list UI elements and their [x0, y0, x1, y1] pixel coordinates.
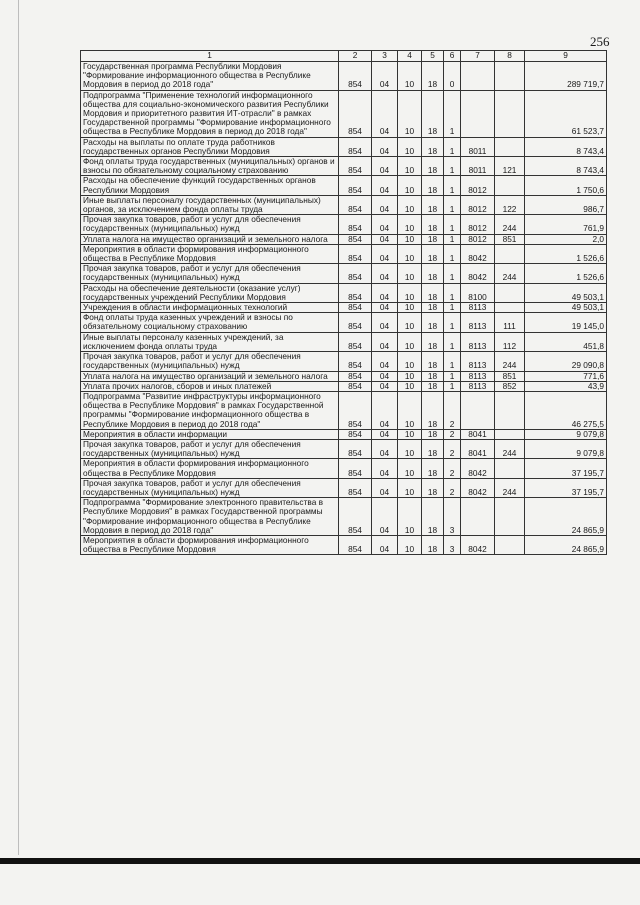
col2-cell: 854 — [339, 137, 372, 156]
col5-cell: 18 — [422, 381, 444, 391]
col7-cell — [461, 391, 495, 429]
row-name-cell: Подпрограмма "Развитие инфраструктуры информационного общества в Республике Мордовия" в рамках Государственной программы "Формирование информационного общества в Республике Мордовия в период до 2018 года" — [81, 391, 339, 429]
row-name-cell: Прочая закупка товаров, работ и услуг для обеспечения государственных (муниципальных) нужд — [81, 439, 339, 458]
col5-cell: 18 — [422, 176, 444, 195]
col2-cell: 854 — [339, 371, 372, 381]
col5-cell: 18 — [422, 283, 444, 302]
row-amount-cell: 29 090,8 — [525, 352, 607, 371]
col6-cell: 1 — [444, 195, 461, 214]
col6-cell: 2 — [444, 439, 461, 458]
col6-cell: 1 — [444, 90, 461, 137]
col2-cell: 854 — [339, 264, 372, 283]
col8-cell: 244 — [495, 352, 525, 371]
col7-cell: 8011 — [461, 157, 495, 176]
row-name-cell: Иные выплаты персоналу государственных (муниципальных) органов, за исключением фонда оплаты труда — [81, 195, 339, 214]
col8-cell — [495, 535, 525, 554]
col2-cell: 854 — [339, 391, 372, 429]
table-row — [81, 176, 607, 195]
table-row — [81, 498, 607, 536]
table-header-row — [81, 51, 607, 62]
table-body — [81, 62, 607, 555]
row-name-cell: Государственная программа Республики Мордовия "Формирование информационного общества в Республике Мордовия в период до 2018 года" — [81, 62, 339, 91]
col2-cell: 854 — [339, 62, 372, 91]
col6-cell: 1 — [444, 371, 461, 381]
col5-cell: 18 — [422, 332, 444, 351]
row-name-cell: Подпрограмма "Применение технологий информационного общества для социально-экономического развития Республики Мордовия и приоритетного развития ИТ-отрасли" в рамках Государственной программы "Формирование информационного общества в Республике Мордовия в период до 2018 года" — [81, 90, 339, 137]
col4-cell: 10 — [398, 62, 422, 91]
col3-cell: 04 — [372, 62, 398, 91]
col6-cell: 1 — [444, 264, 461, 283]
col6-cell: 2 — [444, 478, 461, 497]
col2-cell: 854 — [339, 459, 372, 478]
row-amount-cell: 289 719,7 — [525, 62, 607, 91]
col4-cell: 10 — [398, 195, 422, 214]
col8-cell — [495, 244, 525, 263]
table-row — [81, 244, 607, 263]
row-name-cell: Мероприятия в области формирования информационного общества в Республике Мордовия — [81, 535, 339, 554]
col4-cell: 10 — [398, 371, 422, 381]
col5-cell: 18 — [422, 215, 444, 234]
col5-cell: 18 — [422, 303, 444, 313]
row-amount-cell: 9 079,8 — [525, 439, 607, 458]
header-cell-col6: 6 — [444, 51, 461, 62]
col3-cell: 04 — [372, 391, 398, 429]
col8-cell: 111 — [495, 313, 525, 332]
col6-cell: 1 — [444, 303, 461, 313]
col2-cell: 854 — [339, 535, 372, 554]
col3-cell: 04 — [372, 283, 398, 302]
row-name-cell: Расходы на обеспечение деятельности (оказание услуг) государственных учреждений Республики Мордовия — [81, 283, 339, 302]
col3-cell: 04 — [372, 176, 398, 195]
col4-cell: 10 — [398, 283, 422, 302]
col7-cell: 8100 — [461, 283, 495, 302]
col7-cell: 8042 — [461, 244, 495, 263]
col8-cell — [495, 62, 525, 91]
col7-cell: 8113 — [461, 332, 495, 351]
col8-cell: 121 — [495, 157, 525, 176]
col7-cell: 8041 — [461, 439, 495, 458]
col7-cell: 8042 — [461, 478, 495, 497]
col7-cell: 8113 — [461, 303, 495, 313]
col4-cell: 10 — [398, 303, 422, 313]
col2-cell: 854 — [339, 439, 372, 458]
table-row — [81, 234, 607, 244]
col5-cell: 18 — [422, 439, 444, 458]
col8-cell — [495, 429, 525, 439]
row-amount-cell: 37 195,7 — [525, 478, 607, 497]
table-row — [81, 391, 607, 429]
col4-cell: 10 — [398, 332, 422, 351]
col5-cell: 18 — [422, 157, 444, 176]
col5-cell: 18 — [422, 195, 444, 214]
col3-cell: 04 — [372, 352, 398, 371]
col5-cell: 18 — [422, 352, 444, 371]
col6-cell: 1 — [444, 157, 461, 176]
table-row — [81, 332, 607, 351]
col4-cell: 10 — [398, 478, 422, 497]
col4-cell: 10 — [398, 352, 422, 371]
header-cell-col2: 2 — [339, 51, 372, 62]
row-name-cell: Фонд оплаты труда казенных учреждений и взносы по обязательному социальному страхованию — [81, 313, 339, 332]
col7-cell — [461, 498, 495, 536]
col3-cell: 04 — [372, 439, 398, 458]
col5-cell: 18 — [422, 244, 444, 263]
table-row — [81, 137, 607, 156]
page-left-edge — [18, 0, 19, 855]
row-amount-cell: 46 275,5 — [525, 391, 607, 429]
table-row — [81, 215, 607, 234]
col7-cell: 8041 — [461, 429, 495, 439]
col3-cell: 04 — [372, 429, 398, 439]
col2-cell: 854 — [339, 303, 372, 313]
col2-cell: 854 — [339, 90, 372, 137]
table-row — [81, 381, 607, 391]
row-amount-cell: 24 865,9 — [525, 535, 607, 554]
row-name-cell: Фонд оплаты труда государственных (муниципальных) органов и взносы по обязательному социальному страхованию — [81, 157, 339, 176]
col5-cell: 18 — [422, 478, 444, 497]
row-name-cell: Уплата прочих налогов, сборов и иных платежей — [81, 381, 339, 391]
col8-cell — [495, 303, 525, 313]
col5-cell: 18 — [422, 62, 444, 91]
row-amount-cell: 19 145,0 — [525, 313, 607, 332]
col6-cell: 2 — [444, 459, 461, 478]
col6-cell: 1 — [444, 332, 461, 351]
col6-cell: 3 — [444, 498, 461, 536]
table-row — [81, 429, 607, 439]
col3-cell: 04 — [372, 313, 398, 332]
col3-cell: 04 — [372, 381, 398, 391]
col3-cell: 04 — [372, 535, 398, 554]
col2-cell: 854 — [339, 176, 372, 195]
col3-cell: 04 — [372, 234, 398, 244]
table-row — [81, 535, 607, 554]
col5-cell: 18 — [422, 313, 444, 332]
header-cell-col7: 7 — [461, 51, 495, 62]
col3-cell: 04 — [372, 303, 398, 313]
row-amount-cell: 61 523,7 — [525, 90, 607, 137]
col5-cell: 18 — [422, 234, 444, 244]
col7-cell: 8012 — [461, 195, 495, 214]
col3-cell: 04 — [372, 478, 398, 497]
col4-cell: 10 — [398, 157, 422, 176]
col6-cell: 0 — [444, 62, 461, 91]
row-amount-cell: 1 750,6 — [525, 176, 607, 195]
col6-cell: 1 — [444, 137, 461, 156]
col8-cell: 851 — [495, 371, 525, 381]
col3-cell: 04 — [372, 215, 398, 234]
table-row — [81, 478, 607, 497]
col6-cell: 1 — [444, 234, 461, 244]
col6-cell: 1 — [444, 381, 461, 391]
col7-cell: 8012 — [461, 234, 495, 244]
row-amount-cell: 9 079,8 — [525, 429, 607, 439]
budget-table — [80, 50, 607, 555]
col4-cell: 10 — [398, 391, 422, 429]
col8-cell: 244 — [495, 264, 525, 283]
col4-cell: 10 — [398, 244, 422, 263]
col8-cell — [495, 498, 525, 536]
row-name-cell: Учреждения в области информационных технологий — [81, 303, 339, 313]
header-cell-col8: 8 — [495, 51, 525, 62]
col8-cell — [495, 283, 525, 302]
col4-cell: 10 — [398, 459, 422, 478]
row-amount-cell: 24 865,9 — [525, 498, 607, 536]
col4-cell: 10 — [398, 429, 422, 439]
col8-cell: 244 — [495, 215, 525, 234]
col2-cell: 854 — [339, 157, 372, 176]
col4-cell: 10 — [398, 439, 422, 458]
col7-cell: 8113 — [461, 371, 495, 381]
col8-cell — [495, 176, 525, 195]
col2-cell: 854 — [339, 244, 372, 263]
col6-cell: 1 — [444, 244, 461, 263]
col4-cell: 10 — [398, 215, 422, 234]
row-name-cell: Уплата налога на имущество организаций и земельного налога — [81, 234, 339, 244]
page-number: 256 — [590, 34, 610, 49]
col2-cell: 854 — [339, 478, 372, 497]
page-bottom-bar — [0, 858, 640, 864]
col7-cell: 8012 — [461, 176, 495, 195]
table-row — [81, 313, 607, 332]
row-name-cell: Мероприятия в области информации — [81, 429, 339, 439]
col4-cell: 10 — [398, 234, 422, 244]
row-name-cell: Расходы на обеспечение функций государственных органов Республики Мордовия — [81, 176, 339, 195]
row-amount-cell: 8 743,4 — [525, 157, 607, 176]
header-cell-col5: 5 — [422, 51, 444, 62]
table-row — [81, 283, 607, 302]
row-amount-cell: 43,9 — [525, 381, 607, 391]
col5-cell: 18 — [422, 137, 444, 156]
col5-cell: 18 — [422, 535, 444, 554]
col7-cell: 8042 — [461, 264, 495, 283]
table-row — [81, 157, 607, 176]
col7-cell: 8113 — [461, 381, 495, 391]
col8-cell — [495, 391, 525, 429]
col8-cell: 851 — [495, 234, 525, 244]
col2-cell: 854 — [339, 195, 372, 214]
row-name-cell: Уплата налога на имущество организаций и земельного налога — [81, 371, 339, 381]
col3-cell: 04 — [372, 264, 398, 283]
col3-cell: 04 — [372, 137, 398, 156]
row-amount-cell: 8 743,4 — [525, 137, 607, 156]
col8-cell — [495, 90, 525, 137]
row-name-cell: Мероприятия в области формирования информационного общества в Республике Мордовия — [81, 244, 339, 263]
col8-cell: 852 — [495, 381, 525, 391]
row-name-cell: Иные выплаты персоналу казенных учреждений, за исключением фонда оплаты труда — [81, 332, 339, 351]
col3-cell: 04 — [372, 90, 398, 137]
col6-cell: 3 — [444, 535, 461, 554]
row-name-cell: Расходы на выплаты по оплате труда работников государственных органов Республики Мордовия — [81, 137, 339, 156]
col6-cell: 1 — [444, 283, 461, 302]
col6-cell: 2 — [444, 391, 461, 429]
col7-cell: 8012 — [461, 215, 495, 234]
table-row — [81, 62, 607, 91]
col8-cell — [495, 137, 525, 156]
row-amount-cell: 37 195,7 — [525, 459, 607, 478]
table-row — [81, 439, 607, 458]
col7-cell: 8113 — [461, 352, 495, 371]
col2-cell: 854 — [339, 498, 372, 536]
col4-cell: 10 — [398, 264, 422, 283]
row-amount-cell: 1 526,6 — [525, 264, 607, 283]
row-amount-cell: 986,7 — [525, 195, 607, 214]
col8-cell — [495, 459, 525, 478]
col2-cell: 854 — [339, 313, 372, 332]
row-amount-cell: 761,9 — [525, 215, 607, 234]
header-cell-col4: 4 — [398, 51, 422, 62]
table-row — [81, 195, 607, 214]
row-amount-cell: 49 503,1 — [525, 283, 607, 302]
col5-cell: 18 — [422, 429, 444, 439]
col6-cell: 2 — [444, 429, 461, 439]
col4-cell: 10 — [398, 498, 422, 536]
col2-cell: 854 — [339, 283, 372, 302]
col5-cell: 18 — [422, 371, 444, 381]
col6-cell: 1 — [444, 352, 461, 371]
col7-cell: 8042 — [461, 459, 495, 478]
col2-cell: 854 — [339, 215, 372, 234]
col7-cell: 8042 — [461, 535, 495, 554]
table-row — [81, 352, 607, 371]
col3-cell: 04 — [372, 157, 398, 176]
col4-cell: 10 — [398, 137, 422, 156]
col8-cell: 244 — [495, 478, 525, 497]
col6-cell: 1 — [444, 313, 461, 332]
row-name-cell: Прочая закупка товаров, работ и услуг для обеспечения государственных (муниципальных) нужд — [81, 478, 339, 497]
header-cell-col9: 9 — [525, 51, 607, 62]
col5-cell: 18 — [422, 459, 444, 478]
col5-cell: 18 — [422, 391, 444, 429]
row-amount-cell: 1 526,6 — [525, 244, 607, 263]
col5-cell: 18 — [422, 90, 444, 137]
header-cell-col3: 3 — [372, 51, 398, 62]
row-name-cell: Мероприятия в области формирования информационного общества в Республике Мордовия — [81, 459, 339, 478]
col8-cell: 112 — [495, 332, 525, 351]
col5-cell: 18 — [422, 264, 444, 283]
col6-cell: 1 — [444, 215, 461, 234]
col7-cell: 8113 — [461, 313, 495, 332]
col3-cell: 04 — [372, 371, 398, 381]
row-name-cell: Подпрограмма "Формирование электронного правительства в Республике Мордовия" в рамках Государственной программы "Формирование информационного общества в Республике Мордовия в период до 2018 года" — [81, 498, 339, 536]
col3-cell: 04 — [372, 459, 398, 478]
table-row — [81, 303, 607, 313]
row-name-cell: Прочая закупка товаров, работ и услуг для обеспечения государственных (муниципальных) нужд — [81, 215, 339, 234]
col2-cell: 854 — [339, 381, 372, 391]
row-amount-cell: 2,0 — [525, 234, 607, 244]
header-cell-col1: 1 — [81, 51, 339, 62]
row-amount-cell: 451,8 — [525, 332, 607, 351]
col4-cell: 10 — [398, 176, 422, 195]
col7-cell — [461, 62, 495, 91]
col4-cell: 10 — [398, 535, 422, 554]
col8-cell: 122 — [495, 195, 525, 214]
col5-cell: 18 — [422, 498, 444, 536]
col3-cell: 04 — [372, 332, 398, 351]
table-row — [81, 90, 607, 137]
col3-cell: 04 — [372, 498, 398, 536]
col4-cell: 10 — [398, 381, 422, 391]
row-amount-cell: 49 503,1 — [525, 303, 607, 313]
row-amount-cell: 771,6 — [525, 371, 607, 381]
row-name-cell: Прочая закупка товаров, работ и услуг для обеспечения государственных (муниципальных) нужд — [81, 352, 339, 371]
col3-cell: 04 — [372, 195, 398, 214]
col7-cell: 8011 — [461, 137, 495, 156]
col2-cell: 854 — [339, 429, 372, 439]
row-name-cell: Прочая закупка товаров, работ и услуг для обеспечения государственных (муниципальных) нужд — [81, 264, 339, 283]
table-row — [81, 459, 607, 478]
table-row — [81, 264, 607, 283]
col3-cell: 04 — [372, 244, 398, 263]
col8-cell: 244 — [495, 439, 525, 458]
col7-cell — [461, 90, 495, 137]
col4-cell: 10 — [398, 313, 422, 332]
col6-cell: 1 — [444, 176, 461, 195]
col2-cell: 854 — [339, 352, 372, 371]
col2-cell: 854 — [339, 234, 372, 244]
table-row — [81, 371, 607, 381]
col4-cell: 10 — [398, 90, 422, 137]
col2-cell: 854 — [339, 332, 372, 351]
